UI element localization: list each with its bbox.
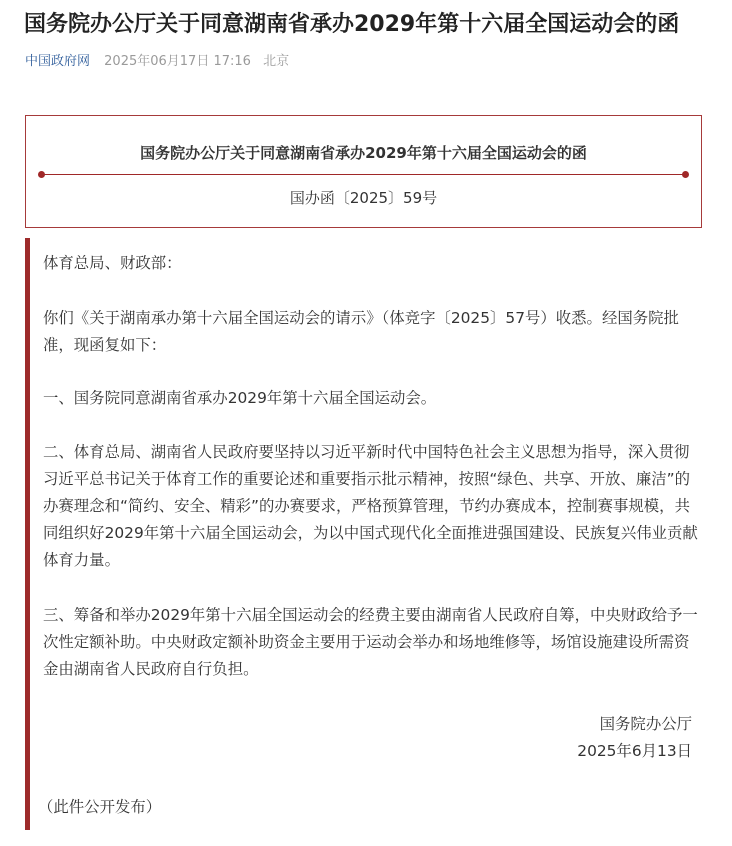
letter-body [25,238,702,830]
intro-paragraph: 你们《关于湖南承办第十六届全国运动会的请示》（体竞字〔2025〕57号）收悉。经国务院批准，现函复如下： [43,309,679,354]
salutation: 体育总局、财政部： [43,254,182,272]
article-meta [25,53,289,71]
document-header-box [25,115,702,228]
article-title: 国务院办公厅关于同意湖南省承办2029年第十六届全国运动会的函 [24,12,680,37]
item-2-paragraph: 二、体育总局、湖南省人民政府要坚持以习近平新时代中国特色社会主义思想为指导，深入贯彻习近平总书记关于体育工作的重要论述和重要指示批示精神，按照“绿色、共享、开放、廉洁”的办赛理念和“简约、安全、精彩”的办赛要求，严格预算管理，节约办赛成本，控制赛事规模，共同组织好2029年第十六届全国运动会，为以中国式现代化全面推进强国建设、民族复兴伟业贡献体育力量。 [43,443,698,569]
signature-organization: 国务院办公厅 [599,715,692,733]
document-number: 国办函〔2025〕59号 [289,189,438,207]
item-1-paragraph: 一、国务院同意湖南省承办2029年第十六届全国运动会。 [43,389,437,407]
source-link[interactable]: 中国政府网 [25,54,91,69]
divider-dot-right [682,171,689,178]
publication-note: （此件公开发布） [38,798,162,816]
item-3-paragraph: 三、筹备和举办2029年第十六届全国运动会的经费主要由湖南省人民政府自筹，中央财政给予一次性定额补助。中央财政定额补助资金主要用于运动会举办和场地维修等，场馆设施建设所需资金由湖南省人民政府自行负担。 [43,606,698,678]
document-title: 国务院办公厅关于同意湖南省承办2029年第十六届全国运动会的函 [140,144,587,162]
divider-dot-left [38,171,45,178]
red-divider [40,174,687,175]
signature-date: 2025年6月13日 [577,742,692,760]
publish-datetime: 2025年06月17日 17:16 [104,54,251,69]
publish-location: 北京 [263,54,290,69]
